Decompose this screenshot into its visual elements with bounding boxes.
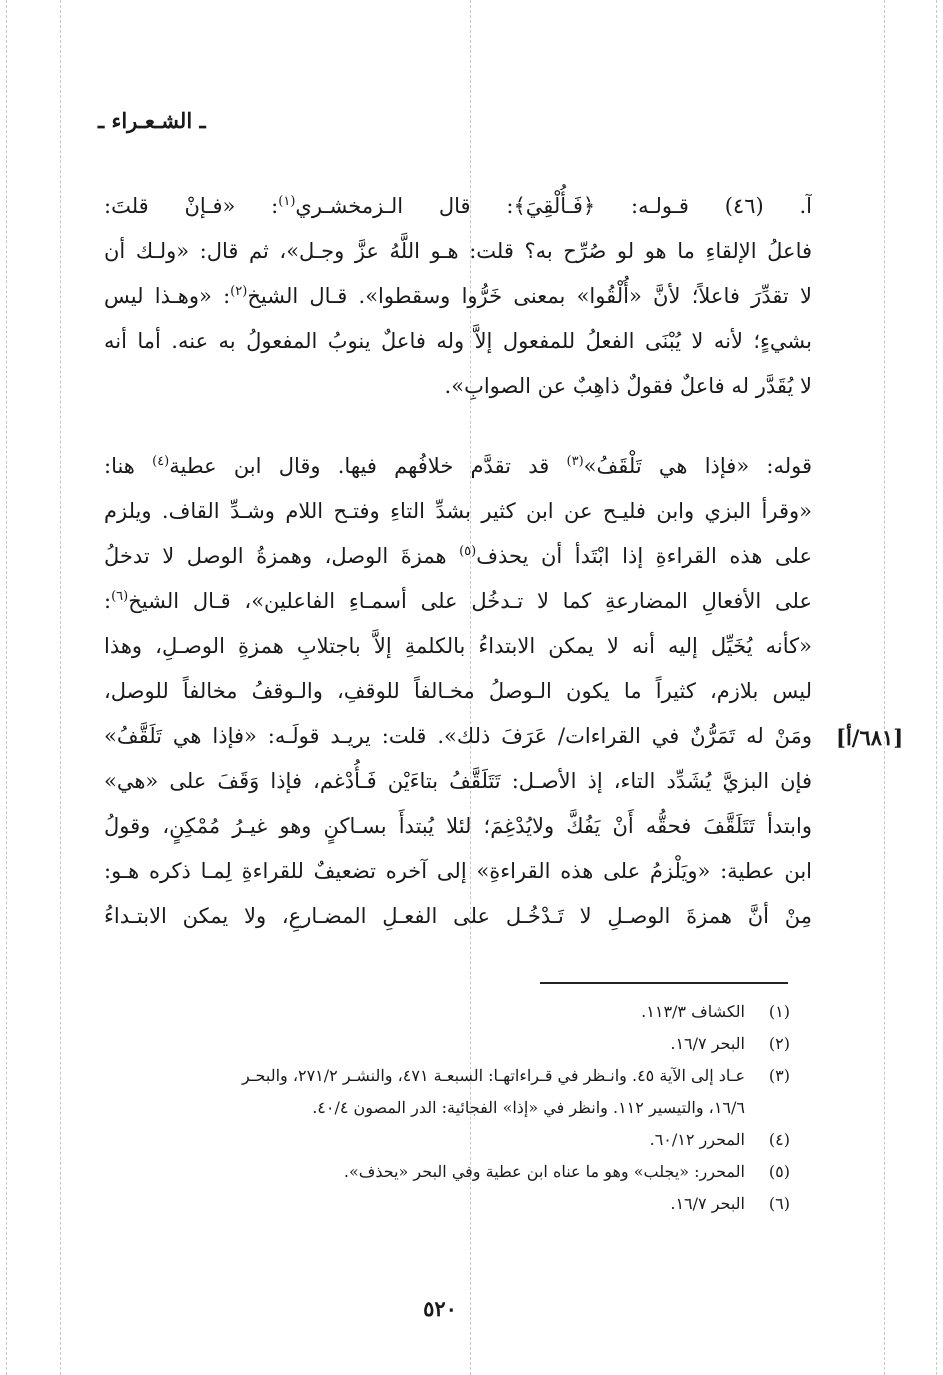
footnote-text: المحرر ٦٠/١٢.	[649, 1130, 745, 1149]
scan-guide	[936, 0, 937, 1375]
footnote-text: البحر ١٦/٧.	[670, 1034, 745, 1053]
footnote	[100, 996, 790, 1028]
footnote	[100, 1156, 790, 1188]
footnote-number: (١)	[768, 1002, 790, 1021]
running-header: ـ الشـعـراء ـ	[98, 108, 206, 133]
footnote	[100, 1028, 790, 1060]
footnote-ref: (٢)	[230, 284, 248, 299]
footnote	[100, 1124, 790, 1156]
text-line: بشيءٍ؛ لأنه لا يُبْنَى الفعلُ للمفعول إلاَّ وله فاعلٌ ينوبُ المفعولُ به عنه. أما أنه	[104, 329, 812, 353]
text-line: قوله: «فإذا هي تَلْقَفُ»$^{(٣)}$ قد تقدَّم خلافُهم فيها. وقال ابن عطية$^{(٤)}$ هنا:	[104, 454, 812, 478]
scan-guide	[6, 0, 7, 1375]
text-line: لا تقدِّرَ فاعلاً؛ لأنَّ «أُلْقُوا» بمعنى خَرُّوا وسقطوا». قـال الشيخ$^{(٢)}$: «وهـذا ليس	[104, 284, 812, 308]
text-line: آ. (٤٦) قـولـه: ﴿فَـأُلْقِيَ﴾: قال الـزمخشـري$^{(١)}$: «فـإنْ قلتَ:	[104, 194, 812, 218]
text-line: على هذه القراءةِ إذا ابْتَدأ أن يحذف$^{(٥)}$ همزةَ الوصل، وهمزةُ الوصل لا تدخلُ	[104, 544, 812, 568]
footnote-number: (٤)	[768, 1130, 790, 1149]
footnote-text: المحرر: «يجلب» وهو ما عناه ابن عطية وفي البحر «يحذف».	[343, 1162, 745, 1181]
text-line: على الأفعالِ المضارعةِ كما لا تـدخُل على أسمـاءِ الفاعلين»، قـال الشيخ$^{(٦)}$:	[104, 589, 812, 613]
footnote-ref: (٣)	[566, 454, 584, 469]
paragraph-1	[104, 184, 812, 409]
footnote-text: البحر ١٦/٧.	[670, 1194, 745, 1213]
text-line: فإن البزيَّ يُشَدِّد التاء، إذ الأصـل: تَتَلَقَّفُ بتاءَيْن فَـأُدْغم، فإذا وَقَفَ على «هي»	[104, 769, 812, 793]
page-number: ٥٢٠	[423, 1296, 457, 1321]
footnote-number: (٢)	[768, 1034, 790, 1053]
footnote-ref: (١)	[278, 194, 296, 209]
text-line: «كأنه يُخَيِّل إليه أنه لا يمكن الابتداءُ بالكلمةِ إلاَّ باجتلابِ همزةِ الوصـلِ، وهذا	[104, 634, 812, 658]
footnote-text: الكشاف ١١٣/٣.	[641, 1002, 745, 1021]
footnote-separator	[540, 982, 788, 984]
footnote-number: (٥)	[768, 1162, 790, 1181]
footnote	[100, 1060, 790, 1092]
scan-guide	[884, 0, 885, 1375]
footnote-ref: (٥)	[459, 544, 477, 559]
footnote	[100, 1092, 790, 1124]
footnote-number: (٦)	[768, 1194, 790, 1213]
text-line: وابتدأ تَتَلَقَّفَ فحقُّه أَنْ يَفُكَّ ولايُدْغِمَ؛ لئلا يُبتدأَ بسـاكنٍ وهو غيـرُ مُمْكِنٍ، وقولُ	[104, 814, 812, 838]
text-line: ابن عطية: «ويَلْزمُ على هذه القراءةِ» إلى آخره تضعيفٌ للقراءةِ لِمـا ذكره هـو:	[104, 859, 812, 883]
footnote-number: (٣)	[768, 1066, 790, 1085]
scan-guide	[60, 0, 61, 1375]
text-line: ليس بلازم، كثيراً ما يكون الـوصلُ مخـالفاً للوقفِ، والـوقفُ مخالفاً للوصل،	[104, 679, 812, 703]
footnote-text: ١٦/٦، والتيسير ١١٢. وانظر في «إذا» الفجائية: الدر المصون ٤٠/٤.	[312, 1098, 745, 1117]
text-line: مِنْ أنَّ همزةَ الوصـلِ لا تَـدْخُـل على الفعـلِ المضـارعِ، ولا يمكن الابتـداءُ	[104, 904, 812, 928]
footnote	[100, 1188, 790, 1220]
footnote-ref: (٦)	[111, 589, 129, 604]
text-line: لا يُقَدَّر له فاعلٌ فقولٌ ذاهِبٌ عن الصوابِ».	[444, 374, 812, 398]
footnote-ref: (٤)	[152, 454, 170, 469]
text-line: «وقرأ البزي وابن فليـح عن ابن كثير بشدِّ التاءِ وفتـح اللام وشـدِّ القاف. ويلزم	[104, 499, 812, 523]
footnotes	[100, 996, 790, 1220]
footnote-text: عـاد إلى الآية ٤٥. وانـظر في قـراءاتهـا: السبعـة ٤٧١، والنشـر ٢٧١/٢، والبحـر	[242, 1066, 745, 1085]
manuscript-folio-marker: [٦٨١/أ]	[836, 725, 904, 750]
paragraph-2	[104, 444, 812, 939]
text-line: ومَنْ له تَمَرُّنٌ في القراءات/ عَرَفَ ذلك». قلت: يريـد قولَـه: «فإذا هي تَلَقَّفُ»	[104, 724, 812, 748]
text-line: فاعلُ الإلقاءِ ما هو لو صُرِّح به؟ قلت: هـو اللَّهُ عزَّ وجـل»، ثم قال: «ولـك أن	[104, 239, 812, 263]
